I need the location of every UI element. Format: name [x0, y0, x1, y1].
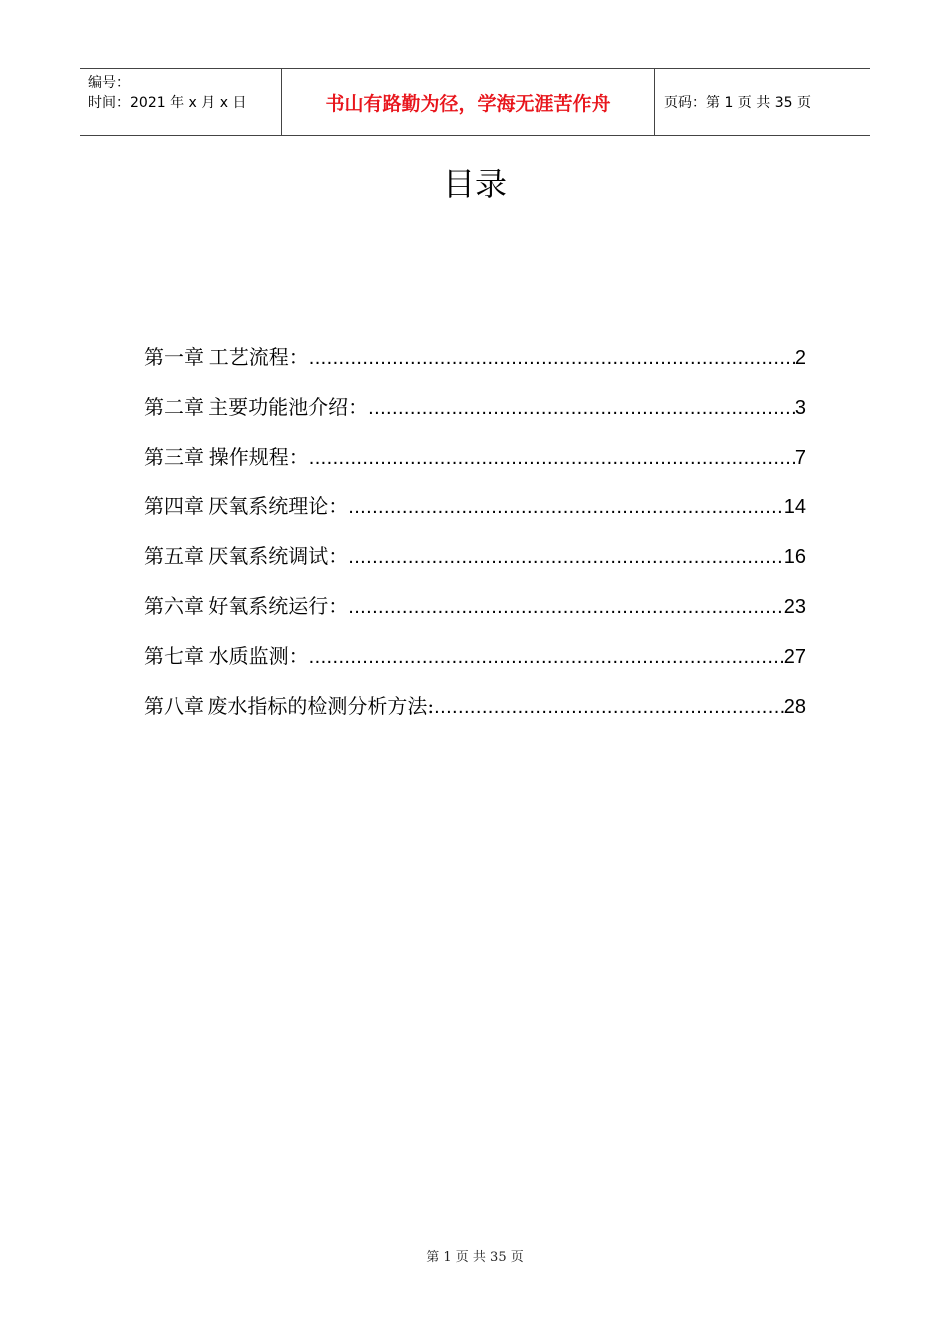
toc-leader-dots	[348, 539, 783, 575]
page-title: 目录	[442, 165, 507, 203]
toc-page-number: 7	[794, 446, 806, 469]
toc-page-number: 27	[783, 645, 806, 668]
toc-page-number: 2	[794, 347, 806, 369]
toc-chapter-title: 操作规程：	[208, 444, 309, 469]
toc-chapter-title: 厌氧系统调试：	[208, 544, 349, 569]
toc-entry[interactable]	[144, 638, 806, 688]
toc-chapter-title: 工艺流程：	[208, 345, 309, 369]
toc-chapter-title: 厌氧系统理论：	[208, 494, 349, 519]
toc-chapter-number: 第六章	[144, 593, 204, 618]
toc-entry[interactable]	[144, 439, 806, 489]
toc-chapter-number: 第八章	[144, 693, 204, 718]
header-motto: 书山有路勤为径，学海无涯苦作舟	[281, 69, 655, 135]
toc-entry[interactable]	[144, 488, 806, 538]
toc-chapter-title: 水质监测：	[208, 643, 309, 668]
toc-chapter-number: 第五章	[144, 544, 204, 569]
toc-entry[interactable]	[144, 538, 806, 588]
document-header	[80, 68, 870, 136]
toc-leader-dots	[368, 390, 795, 426]
toc-entry[interactable]	[144, 588, 806, 638]
table-of-contents	[144, 339, 806, 737]
header-page-info: 页码：第 1 页 共 35 页	[664, 95, 811, 111]
page-footer: 第 1 页 共 35 页	[426, 1250, 524, 1265]
toc-leader-dots	[309, 440, 795, 476]
toc-leader-dots	[309, 639, 784, 675]
toc-chapter-number: 第二章	[144, 394, 204, 419]
toc-leader-dots	[434, 689, 784, 725]
toc-chapter-number: 第一章	[144, 345, 204, 369]
toc-page-number: 14	[783, 496, 806, 519]
toc-leader-dots	[309, 340, 795, 376]
toc-entry[interactable]	[144, 688, 806, 738]
toc-chapter-title: 主要功能池介绍：	[208, 394, 369, 419]
toc-chapter-number: 第四章	[144, 494, 204, 519]
toc-page-number: 23	[783, 595, 806, 618]
document-number-label: 编号：	[88, 75, 130, 91]
toc-entry[interactable]	[144, 389, 806, 439]
toc-entry[interactable]	[144, 339, 806, 389]
toc-page-number: 3	[794, 396, 806, 419]
document-time-label: 时间：2021 年 x 月 x 日	[88, 95, 247, 111]
toc-leader-dots	[348, 489, 783, 525]
toc-chapter-number: 第三章	[144, 444, 204, 469]
toc-chapter-number: 第七章	[144, 643, 204, 668]
toc-page-number: 16	[783, 546, 806, 569]
toc-chapter-title: 废水指标的检测分析方法:	[207, 693, 435, 718]
header-meta	[80, 69, 281, 135]
toc-page-number: 28	[783, 695, 806, 718]
toc-chapter-title: 好氧系统运行：	[208, 593, 349, 618]
toc-leader-dots	[348, 589, 783, 625]
